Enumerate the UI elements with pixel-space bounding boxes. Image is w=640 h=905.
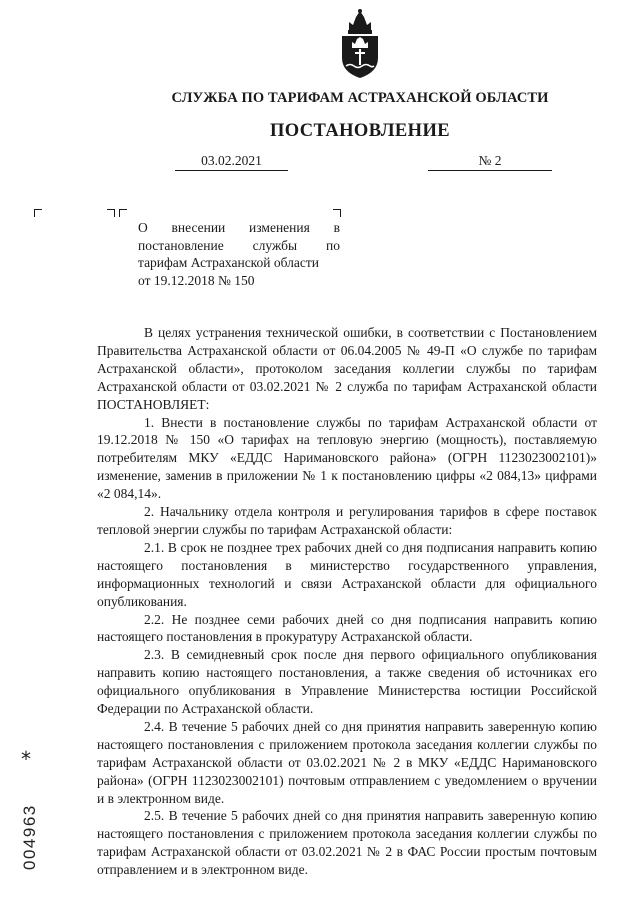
document-number: № 2	[428, 153, 552, 171]
subject-line: постановление службы по	[138, 237, 340, 253]
document-body	[97, 324, 597, 879]
agency-name: СЛУЖБА ПО ТАРИФАМ АСТРАХАНСКОЙ ОБЛАСТИ	[171, 90, 549, 106]
subject-line: от 19.12.2018 № 150	[138, 272, 255, 288]
paragraph-item-1: 1. Внести в постановление службы по тарифам Астраханской области от 19.12.2018 № 150 «О тарифах на тепловую энергию (мощность), поставляемую потребителям МКУ «ЕДДС Наримановского района» (ОГРН 1123023002101)» изменение, заменив в приложении № 1 к постановлению цифры «2 084,13» цифрами «2 084,14».	[97, 414, 597, 502]
paragraph-item-2-5: 2.5. В течение 5 рабочих дней со дня принятия направить заверенную копию настоящего постановления с приложением протокола заседания коллегии службы по тарифам Астраханской области от 03.02.2021 № 2 в ФАС России простым почтовым отправлением и в электронном виде.	[97, 808, 597, 878]
subject-line: тарифам Астраханской области	[138, 255, 320, 270]
paragraph-item-2-3: 2.3. В семидневный срок после дня первого официального опубликования направить копию настоящего постановления, а также сведения об источниках его официального опубликования в Управление Министерства юстиции Российской Федерации по Астраханской области.	[97, 647, 597, 717]
astrakhan-coat-of-arms-icon	[335, 8, 385, 80]
paragraph-item-2-4: 2.4. В течение 5 рабочих дней со дня принятия направить заверенную копию настоящего постановления с приложением протокола заседания коллегии службы по тарифам Астраханской области от 03.02.2021 № 2 в МКУ «ЕДДС Наримановского района» (ОГРН 1123023002101) почтовым отправлением с уведомлением о вручении и в электронном виде.	[97, 718, 597, 806]
document-type-title: ПОСТАНОВЛЕНИЕ	[269, 121, 450, 141]
subject-line: О внесении изменения в	[138, 220, 340, 235]
stamp-asterisk: *	[21, 747, 31, 771]
document-date: 03.02.2021	[175, 153, 288, 171]
corner-mark-outer-left	[34, 209, 42, 217]
paragraph-item-2-1: 2.1. В срок не позднее трех рабочих дней со дня подписания направить копию настоящего постановления в министерство государственного управления, информационных технологий и связи Астраханской области для официального опубликования.	[97, 539, 597, 609]
document-subject	[138, 219, 340, 289]
stamp-serial-number: 004963	[20, 804, 39, 870]
corner-mark-inner-left	[107, 209, 115, 217]
corner-mark-subject-left	[119, 209, 127, 217]
paragraph-item-2: 2. Начальнику отдела контроля и регулирования тарифов в сфере поставок тепловой энергии службы по тарифам Астраханской области:	[97, 504, 597, 537]
paragraph-item-2-2: 2.2. Не позднее семи рабочих дней со дня подписания направить копию настоящего постановления в прокуратуру Астраханской области.	[97, 611, 597, 645]
corner-mark-subject-right	[333, 209, 341, 217]
paragraph-preamble: В целях устранения технической ошибки, в соответствии с Постановлением Правительства Астраханской области от 06.04.2005 № 49-П «О службе по тарифам Астраханской области», протоколом заседания коллегии службы по тарифам Астраханской области от 03.02.2021 № 2 служба по тарифам Астраханской области ПОСТАНОВЛЯЕТ:	[97, 325, 597, 412]
